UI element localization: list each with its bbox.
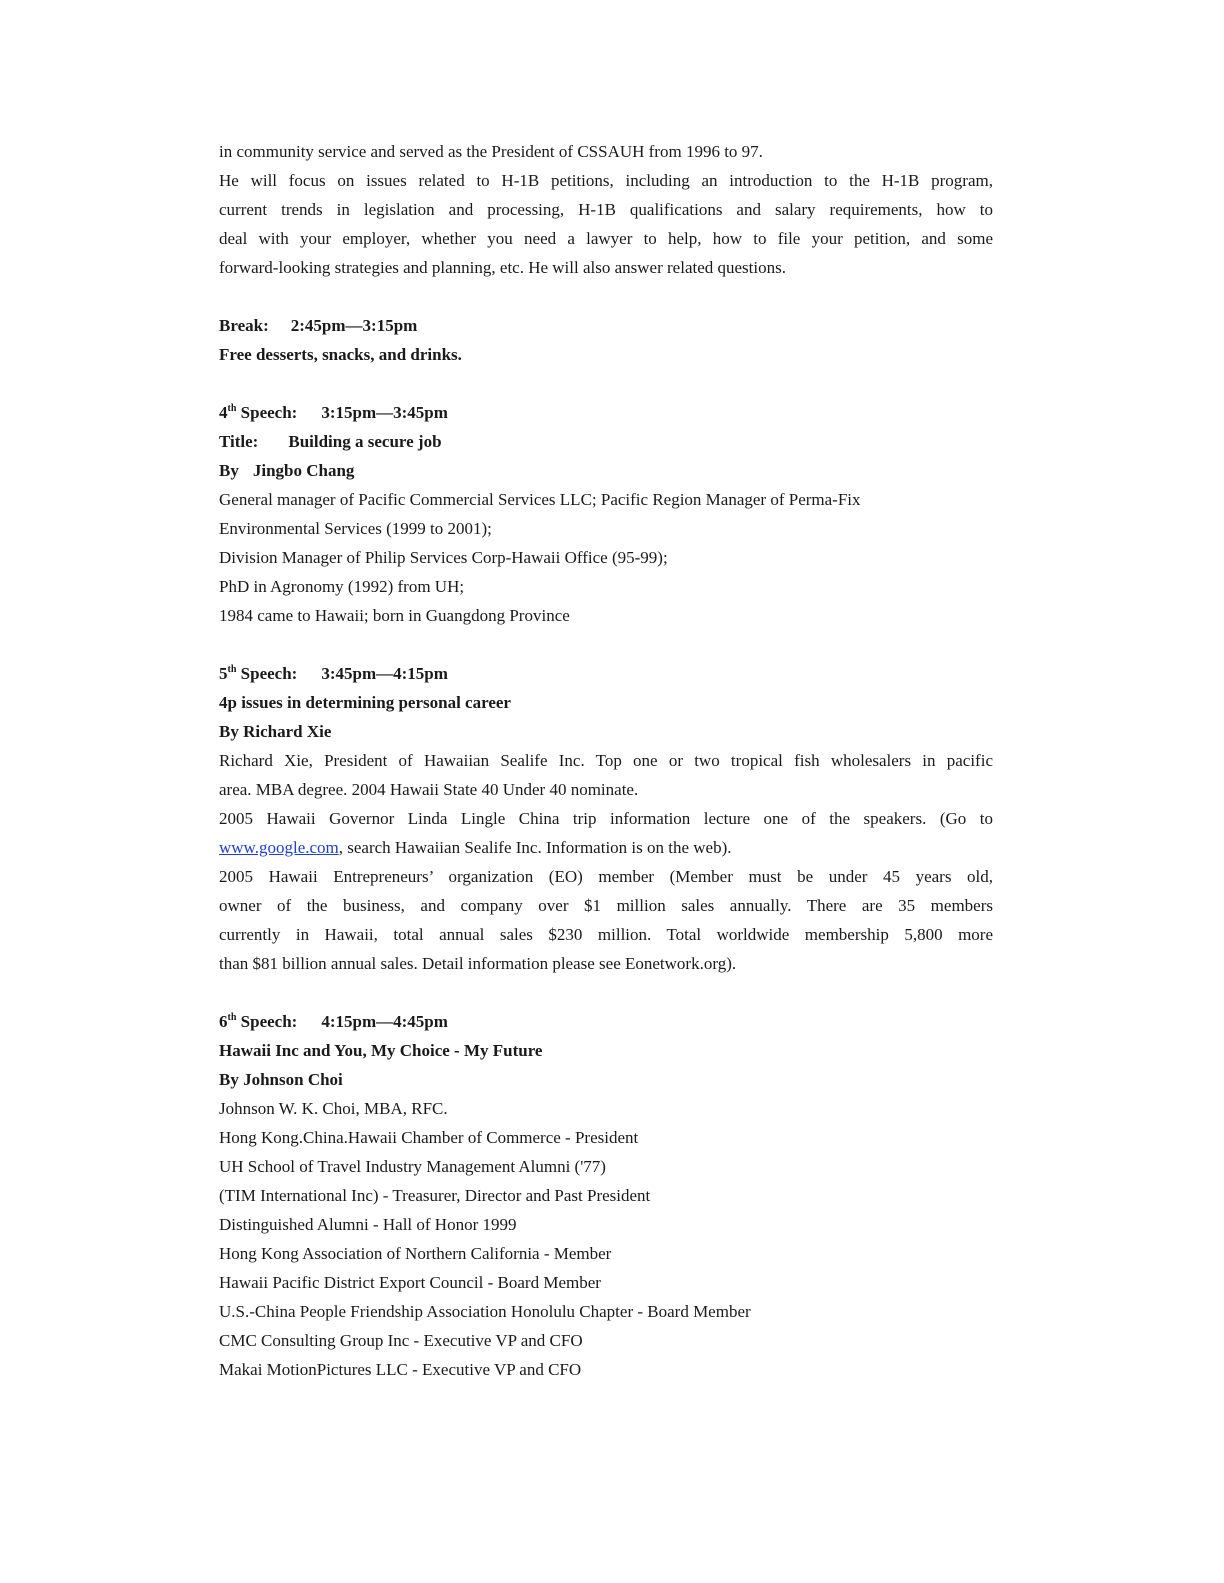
speaker-bio-line: PhD in Agronomy (1992) from UH; <box>219 577 465 596</box>
speaker-bio-line: www.google.com, search Hawaiian Sealife Inc. Information is on the web). <box>219 838 732 857</box>
break-heading <box>219 311 993 340</box>
speech-speaker: By Jingbo Chang <box>219 461 355 480</box>
speaker-bio-line: CMC Consulting Group Inc - Executive VP and CFO <box>219 1331 583 1350</box>
speaker-bio-line: currently in Hawaii, total annual sales $230 million. Total worldwide membership 5,800 more <box>219 925 993 944</box>
speaker-bio-line: Hong Kong Association of Northern California - Member <box>219 1244 612 1263</box>
speech-time: 3:45pm—4:15pm <box>321 664 448 683</box>
break-note: Free desserts, snacks, and drinks. <box>219 345 462 364</box>
speaker-bio-line: Division Manager of Philip Services Corp-Hawaii Office (95-99); <box>219 548 668 567</box>
speaker-bio-line: owner of the business, and company over $1 million sales annually. There are 35 members <box>219 896 993 915</box>
speech-label: Speech: <box>240 664 298 683</box>
break-label: Break: <box>219 316 269 335</box>
speech-speaker: By Richard Xie <box>219 722 332 741</box>
speaker-bio-line: (TIM International Inc) - Treasurer, Director and Past President <box>219 1186 651 1205</box>
intro-line: He will focus on issues related to H-1B petitions, including an introduction to the H-1B program, <box>219 171 993 190</box>
speech-heading: 4th Speech: 3:15pm—3:45pm <box>219 403 448 422</box>
speech-time: 3:15pm—3:45pm <box>321 403 448 422</box>
speaker-bio-line: General manager of Pacific Commercial Services LLC; Pacific Region Manager of Perma-Fix <box>219 490 861 509</box>
speaker-bio-line: 2005 Hawaii Entrepreneurs’ organization (EO) member (Member must be under 45 years old, <box>219 867 993 886</box>
google-link[interactable]: www.google.com <box>219 838 339 857</box>
speaker-bio-line: U.S.-China People Friendship Association Honolulu Chapter - Board Member <box>219 1302 751 1321</box>
speech-heading: 6th Speech: 4:15pm—4:45pm <box>219 1012 448 1031</box>
intro-line: current trends in legislation and processing, H-1B qualifications and salary requirements, how to <box>219 200 993 219</box>
speech-title: 4p issues in determining personal career <box>219 693 511 712</box>
break-time: 2:45pm—3:15pm <box>290 316 418 335</box>
speaker-bio-line: 1984 came to Hawaii; born in Guangdong Province <box>219 606 570 625</box>
speech-speaker: By Johnson Choi <box>219 1070 343 1089</box>
speech-heading: 5th Speech: 3:45pm—4:15pm <box>219 664 448 683</box>
speech-label: Speech: <box>240 1012 298 1031</box>
speaker-bio-line: Distinguished Alumni - Hall of Honor 1999 <box>219 1215 517 1234</box>
speaker-bio-line: than $81 billion annual sales. Detail information please see Eonetwork.org). <box>219 954 737 973</box>
speaker-bio-line: Environmental Services (1999 to 2001); <box>219 519 492 538</box>
speech-label: Speech: <box>240 403 298 422</box>
intro-line: forward-looking strategies and planning, etc. He will also answer related questions. <box>219 258 786 277</box>
speaker-bio-line: Hawaii Pacific District Export Council - Board Member <box>219 1273 601 1292</box>
document-page <box>219 137 993 1384</box>
speaker-bio-line: Richard Xie, President of Hawaiian Sealife Inc. Top one or two tropical fish wholesalers in pacific <box>219 751 993 770</box>
speaker-bio-line: UH School of Travel Industry Management Alumni ('77) <box>219 1157 606 1176</box>
speech-title: Hawaii Inc and You, My Choice - My Future <box>219 1041 543 1060</box>
speech-time: 4:15pm—4:45pm <box>321 1012 448 1031</box>
speaker-bio-line: Johnson W. K. Choi, MBA, RFC. <box>219 1099 448 1118</box>
intro-line: in community service and served as the President of CSSAUH from 1996 to 97. <box>219 142 763 161</box>
intro-line: deal with your employer, whether you need a lawyer to help, how to file your petition, and some <box>219 229 993 248</box>
speaker-bio-line: area. MBA degree. 2004 Hawaii State 40 Under 40 nominate. <box>219 780 639 799</box>
speaker-bio-line: Hong Kong.China.Hawaii Chamber of Commerce - President <box>219 1128 639 1147</box>
speaker-bio-line: 2005 Hawaii Governor Linda Lingle China trip information lecture one of the speakers. (Go to <box>219 809 993 828</box>
speech-title: Title: Building a secure job <box>219 432 442 451</box>
speaker-bio-line: Makai MotionPictures LLC - Executive VP and CFO <box>219 1360 582 1379</box>
